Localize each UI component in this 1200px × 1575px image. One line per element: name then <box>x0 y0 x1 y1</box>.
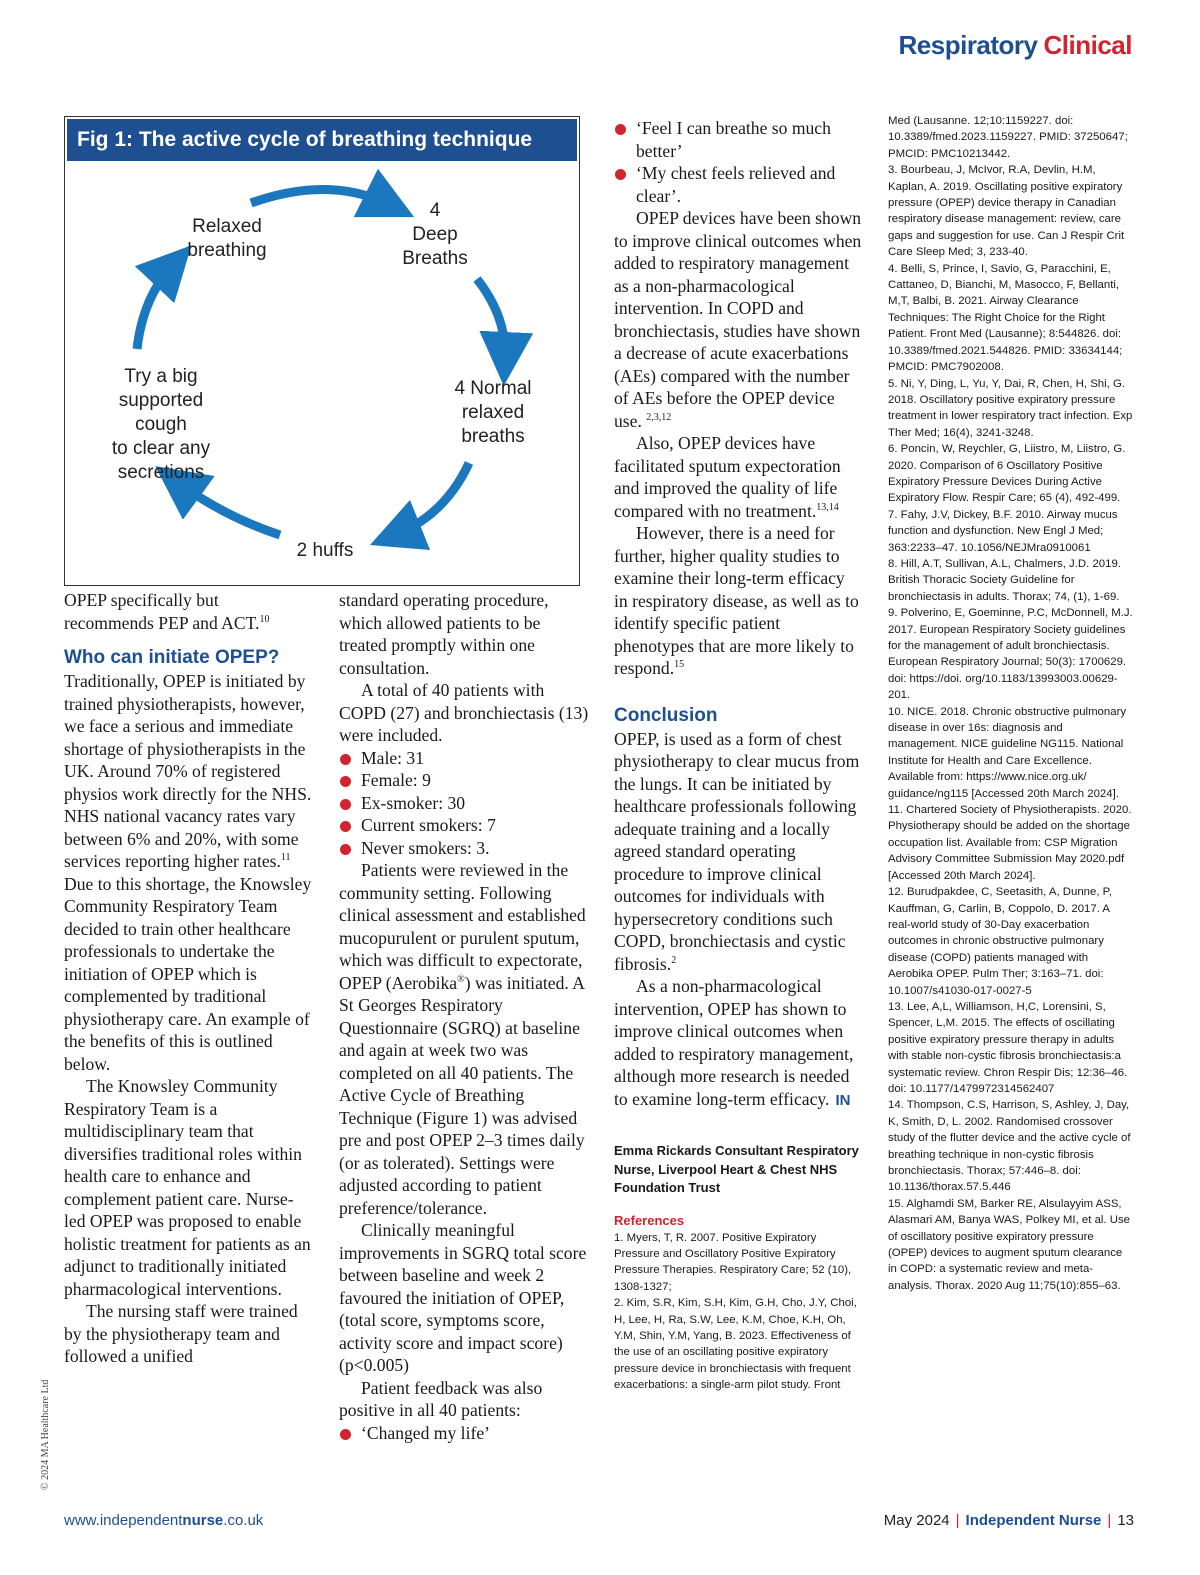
paragraph: However, there is a need for further, higher quality studies to examine their long-term efficacy in respiratory disease, as well as to identify specific patient phenotypes that are more likely to respond.$^{15}$ <box>614 523 859 678</box>
list-item: ‘Feel I can breathe so much better’ <box>614 117 862 162</box>
author-byline: Emma Rickards Consultant Respiratory Nurse, Liverpool Heart & Chest NHS Foundation Trust <box>614 1143 859 1195</box>
heading-conclusion: Conclusion <box>614 704 718 726</box>
feedback-list <box>614 117 862 207</box>
references-title: References <box>614 1212 685 1228</box>
footer-url[interactable]: www.independentnurse.co.uk <box>64 1512 264 1529</box>
paragraph: Due to this shortage, the Knowsley Community Respiratory Team decided to train other healthcare professionals to undertake the initiation of OPEP which is complemented by traditional physiotherapy care. An example of the benefits of this is outlined below. <box>64 873 312 1074</box>
arrow-deep-to-normal <box>477 279 505 359</box>
list-item: ‘My chest feels relieved and clear’. <box>614 162 862 207</box>
figure-acbt <box>64 116 580 586</box>
heading-who-can-initiate: Who can initiate OPEP? <box>64 647 280 668</box>
magazine-name: Independent Nurse <box>965 1512 1102 1529</box>
arrow-normal-to-huffs <box>395 463 469 535</box>
reference-item: 14. Thompson, C.S, Harrison, S, Ashley, J, Day, K, Smith, D, L. 2002. Randomised crossover study of the flutter device and the active cycle of breathing technique in non-cystic fibrosis bronchiectasis. Thorax; 57:446–8. doi: 10.1136/thorax.57.5.446 <box>888 1099 1131 1194</box>
reference-item: 5. Ni, Y, Ding, L, Yu, Y, Dai, R, Chen, H, Shi, G. 2018. Oscillatory positive expiratory pressure treatment in lower respiratory tract infection. Exp Ther Med; 16(4), 3241-3248. <box>888 377 1133 439</box>
list-item: Ex-smoker: 30 <box>339 792 589 815</box>
list-item: Female: 9 <box>339 769 589 792</box>
paragraph: standard operating procedure, which allowed patients to be treated promptly within one consultation. <box>339 590 549 678</box>
reference-item: 13. Lee, A,L, Williamson, H,C, Lorensini, S, Spencer, L,M. 2015. The effects of oscillating positive expiratory pressure therapy in adults with stable non-cystic fibrosis bronchiectasis:a systematic review. Chron Respir Dis; 12:36–46. doi: 10.1177/1479972314562407 <box>888 1000 1128 1095</box>
cycle-diagram <box>65 117 581 587</box>
reference-item: 15. Alghamdi SM, Barker RE, Alsulayyim ASS, Alasmari AM, Banya WAS, Polkey MI, et al. Use of oscillatory positive expiratory pressure (OPEP) devices to augment sputum clearance in COPD: a systematic review and meta-analysis. Thorax. 2020 Aug 11;75(10):855–63. <box>888 1197 1131 1292</box>
step-deep-breaths: 4 Deep Breaths <box>402 200 468 269</box>
section-header <box>899 30 1132 61</box>
paragraph: OPEP specifically but recommends PEP and ACT.$^{10}$ <box>64 590 270 633</box>
page-number: 13 <box>1117 1512 1134 1529</box>
arrow-relaxed-to-deep <box>251 189 390 205</box>
paragraph: A total of 40 patients with COPD (27) and bronchiectasis (13) were included. <box>339 680 589 745</box>
feedback-list <box>339 1422 589 1445</box>
paragraph: OPEP, is used as a form of chest physiotherapy to clear mucus from the lungs. It can be initiated by healthcare professionals following adequate training and a locally agreed standard operating procedure to improve clinical outcomes for individuals with hypersecretory conditions such COPD, bronchiectasis and cystic fibrosis.$^2$ <box>614 728 860 974</box>
reference-item: Med (Lausanne. 12;10:1159227. doi: 10.3389/fmed.2023.1159227. PMID: 37250647; PMCID: PMC10213442. <box>888 115 1128 160</box>
step-normal-breaths: 4 Normal relaxed breaths <box>454 378 532 447</box>
references-continued <box>888 113 1133 1294</box>
paragraph: Clinically meaningful improvements in SGRQ total score between baseline and week 2 favoured the initiation of OPEP, (total score, symptoms score, activity score and impact score) (p<0.005) <box>339 1220 587 1375</box>
list-item: Male: 31 <box>339 747 589 770</box>
references-list <box>614 1230 862 1394</box>
reference-item: 3. Bourbeau, J, McIvor, R.A, Devlin, H.M, Kaplan, A. 2019. Oscillating positive expiratory pressure (OPEP) device therapy in Canadian respiratory disease management: review, care gaps and suggestion for use. Can J Respir Crit Care Sleep Med; 3, 233-40. <box>888 164 1125 259</box>
patient-stats-list <box>339 747 589 860</box>
end-mark: IN <box>835 1091 851 1109</box>
reference-item: 12. Burudpakdee, C, Seetasith, A, Dunne, P, Kauffman, G, Carlin, B, Coppolo, D. 2017. A real-world study of 30-Day exacerbation outcomes in chronic obstructive pulmonary disease (COPD) patients managed with Aerobika OPEP. Pulm Ther; 3:163–71. doi: 10.1007/s41030-017-0027-5 <box>888 886 1112 997</box>
copyright-notice: © 2024 MA Healthcare Ltd <box>40 1379 51 1490</box>
reference-item: 11. Chartered Society of Physiotherapists. 2020. Physiotherapy should be added on the shortage occupation list. Available from: CSP Migration Advisory Committee Submission May 2020.pdf [Accessed 20th March 2024]. <box>888 804 1132 882</box>
paragraph: Patient feedback was also positive in all 40 patients: <box>339 1377 543 1420</box>
reference-item: 9. Polverino, E, Goeminne, P.C, McDonnell, M.J. 2017. European Respiratory Society guidelines for the management of adult bronchiectasis. European Respiratory Journal; 50(3): 1700629. doi: https://doi. org/10.1183/13993003.00629-201. <box>888 607 1133 702</box>
reference-item: 4. Belli, S, Prince, I, Savio, G, Paracchini, E, Cattaneo, D, Bianchi, M, Masocco, F, Bellanti, M,T, Balbi, B. 2021. Airway Clearance Techniques: The Right Choice for the Right Patient. Front Med (Lausanne); 8:544826. doi: 10.3389/fmed.2021.544826. PMID: 33634144; PMCID: PMC7902008. <box>888 262 1123 374</box>
figure-title: Fig 1: The active cycle of breathing technique <box>67 119 577 161</box>
step-cough: Try a big supported cough to clear any secretions <box>111 366 211 483</box>
reference-item: 1. Myers, T, R. 2007. Positive Expiratory Pressure and Oscillatory Positive Expiratory Pressure Therapies. Respiratory Care; 52 (10), 1308-1327; <box>614 1231 852 1293</box>
list-item: Current smokers: 7 <box>339 814 589 837</box>
section-label: Respiratory <box>898 30 1038 60</box>
issue-date: May 2024 <box>883 1512 950 1529</box>
reference-item: 8. Hill, A.T, Sullivan, A.L, Chalmers, J.D. 2019. British Thoracic Society Guideline for bronchiectasis in adults. Thorax; 74, (1), 1-69. <box>888 557 1121 603</box>
reference-item: 6. Poncin, W, Reychler, G, Liistro, M, Liistro, G. 2020. Comparison of 6 Oscillatory Positive Expiratory Pressure Devices During Active Expiratory Flow. Respir Care; 65 (4), 492-499. <box>888 443 1126 505</box>
paragraph: The Knowsley Community Respiratory Team is a multidisciplinary team that diversifies traditional roles within health care to enhance and complement patient care. Nurse-led OPEP was proposed to enable holistic treatment for patients as an adjunct to traditionally initiated pharmacological interventions. <box>64 1076 311 1299</box>
arrow-cough-to-relaxed <box>137 265 173 349</box>
paragraph: The nursing staff were trained by the physiotherapy team and followed a unified <box>64 1301 298 1366</box>
footer-issue: May 2024 | Independent Nurse | 13 <box>883 1512 1134 1529</box>
reference-item: 10. NICE. 2018. Chronic obstructive pulmonary disease in over 16s: diagnosis and management. NICE guideline NG115. National Institute for Health and Care Excellence. Available from: https://www.nice.org.uk/ guidance/ng115 [Accessed 20th March 2024]. <box>888 705 1127 800</box>
paragraph: Traditionally, OPEP is initiated by trained physiotherapists, however, we face a serious and immediate shortage of physiotherapists in the UK. Around 70% of registered physios work directly for the NHS. NHS national vacancy rates vary between 6% and 20%, with some services reporting higher rates.$^{11}$ <box>64 671 312 871</box>
column-2 <box>339 589 589 1444</box>
list-item: ‘Changed my life’ <box>339 1422 589 1445</box>
reference-item: 2. Kim, S.R, Kim, S.H, Kim, G.H, Cho, J.Y, Choi, H, Lee, H, Ra, S.W, Lee, K.M, Choe, K.H, Oh, Y.M, Shin, Y.M, Yang, B. 2023. Effectiveness of the use of an oscillating positive expiratory pressure device in bronchiectasis with frequent exacerbations: a single-arm pilot study. Front <box>614 1297 857 1392</box>
column-3 <box>614 117 862 1394</box>
step-relaxed-breathing: Relaxed breathing <box>187 216 267 261</box>
reference-item: 7. Fahy, J.V, Dickey, B.F. 2010. Airway mucus function and dysfunction. New Engl J Med; 363:2233–47. 10.1056/NEJMra0910061 <box>888 508 1118 554</box>
paragraph: Patients were reviewed in the community setting. Following clinical assessment and established mucopurulent or purulent sputum, which was difficult to expectorate, OPEP (Aerobika®) was initiated. A St Georges Respiratory Questionnaire (SGRQ) at baseline and again at week two was completed on all 40 patients. The Active Cycle of Breathing Technique (Figure 1) was advised pre and post OPEP 2–3 times daily (or as tolerated). Settings were adjusted according to patient preference/tolerance. <box>339 860 586 1218</box>
paragraph: OPEP devices have been shown to improve clinical outcomes when added to respiratory management as a non-pharmacological intervention. In COPD and bronchiectasis, studies have shown a decrease of acute exacerbations (AEs) compared with the number of AEs before the OPEP device use. $^{2,3,12}$ <box>614 208 862 431</box>
column-1 <box>64 589 312 1368</box>
category-label: Clinical <box>1043 30 1132 60</box>
paragraph: As a non-pharmacological intervention, OPEP has shown to improve clinical outcomes when added to respiratory management, although more research is needed to examine long-term efficacy. IN <box>614 976 854 1109</box>
arrow-huffs-to-cough <box>177 482 280 535</box>
paragraph: Also, OPEP devices have facilitated sputum expectoration and improved the quality of life compared with no treatment.$^{13,14}$ <box>614 433 841 521</box>
step-huffs: 2 huffs <box>296 540 354 561</box>
list-item: Never smokers: 3. <box>339 837 589 860</box>
